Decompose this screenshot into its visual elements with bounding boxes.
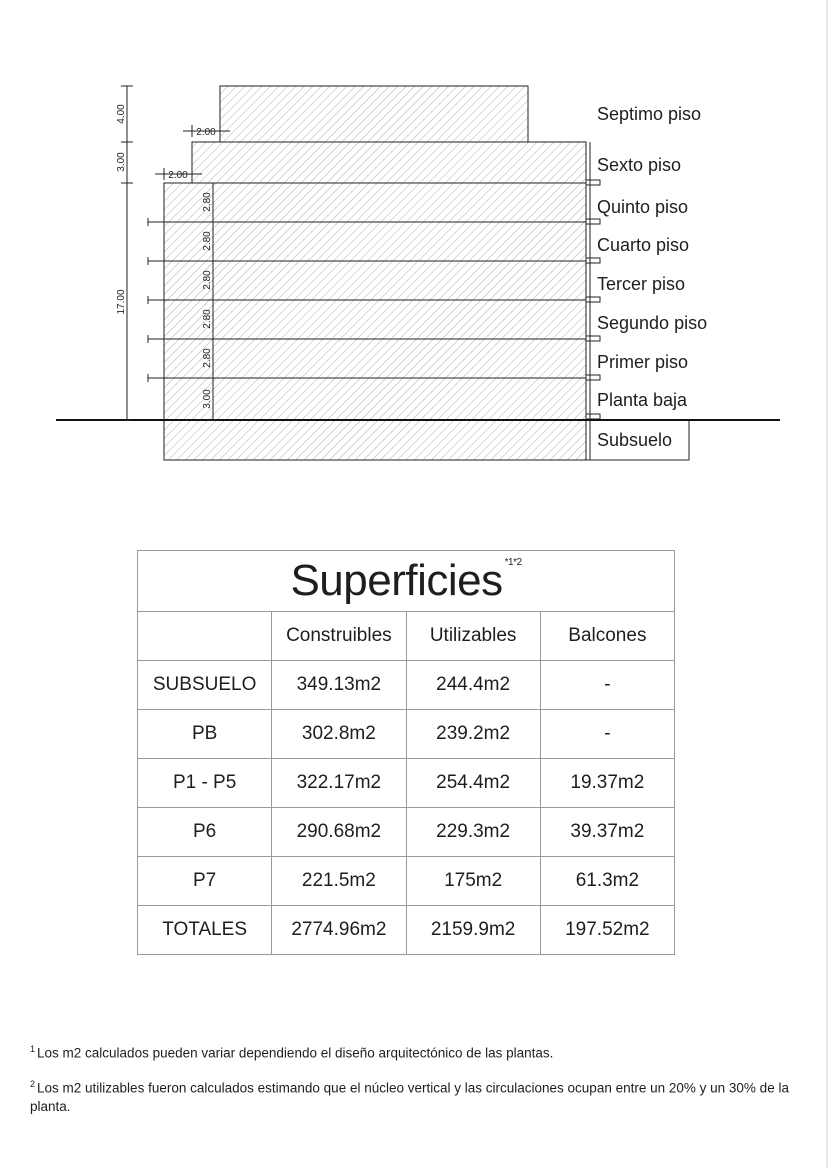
floor-label-septimo: Septimo piso — [597, 104, 702, 124]
sexto-block — [192, 142, 586, 183]
dim-floor-segundo: 2.80 — [202, 309, 213, 329]
left-slab-ticks — [148, 218, 164, 382]
cell-utilizables: 2159.9m2 — [406, 906, 540, 955]
building-section-drawing — [0, 0, 828, 480]
row-label: P1 - P5 — [138, 759, 272, 808]
row-label: TOTALES — [138, 906, 272, 955]
cell-utilizables: 244.4m2 — [406, 661, 540, 710]
subsuelo-block — [164, 420, 586, 460]
dim-setback-septimo: 2.00 — [196, 127, 216, 138]
table-header-row — [138, 612, 675, 661]
footnote-1-marker: 1 — [30, 1044, 36, 1054]
floor-label-quinto: Quinto piso — [597, 197, 689, 217]
table-row — [138, 759, 675, 808]
cell-construibles: 221.5m2 — [272, 857, 406, 906]
table-header-utilizables: Utilizables — [406, 612, 540, 661]
table-row — [138, 808, 675, 857]
cell-construibles: 349.13m2 — [272, 661, 406, 710]
floor-label-subsuelo: Subsuelo — [597, 430, 673, 450]
table-title-note: *1*2 — [504, 557, 522, 568]
dim-setback-sexto: 2.00 — [168, 170, 188, 181]
table-row-totals — [138, 906, 675, 955]
dim-septimo-height: 4.00 — [116, 104, 127, 124]
table-row — [138, 661, 675, 710]
cell-construibles: 290.68m2 — [272, 808, 406, 857]
balcony-slabs — [586, 142, 600, 460]
floor-label-planta-baja: Planta baja — [597, 390, 688, 410]
footnote-1 — [30, 1040, 810, 1063]
floor-label-sexto: Sexto piso — [597, 155, 682, 175]
floor-label-cuarto: Cuarto piso — [597, 235, 690, 255]
cell-utilizables: 239.2m2 — [406, 710, 540, 759]
row-label: PB — [138, 710, 272, 759]
dim-total-height: 17.00 — [116, 289, 127, 315]
floor-label-segundo: Segundo piso — [597, 313, 708, 333]
cell-construibles: 302.8m2 — [272, 710, 406, 759]
cell-construibles: 2774.96m2 — [272, 906, 406, 955]
dim-floor-primer: 2.80 — [202, 348, 213, 368]
row-label: P6 — [138, 808, 272, 857]
cell-construibles: 322.17m2 — [272, 759, 406, 808]
table-title-row — [138, 551, 675, 612]
dim-floor-tercer: 2.80 — [202, 270, 213, 290]
cell-utilizables: 175m2 — [406, 857, 540, 906]
footnote-1-text: Los m2 calculados pueden variar dependiendo el diseño arquitectónico de las plantas. — [37, 1045, 554, 1061]
main-tower-block — [164, 183, 586, 420]
cell-balcones: 19.37m2 — [540, 759, 674, 808]
floor-label-primer: Primer piso — [597, 352, 689, 372]
dim-floor-cuarto: 2.80 — [202, 231, 213, 251]
cell-utilizables: 229.3m2 — [406, 808, 540, 857]
table-header-construibles: Construibles — [272, 612, 406, 661]
table-header-empty — [138, 612, 272, 661]
table-header-balcones: Balcones — [540, 612, 674, 661]
septimo-block — [220, 86, 528, 142]
floor-label-tercer: Tercer piso — [597, 274, 686, 294]
cell-balcones: - — [540, 661, 674, 710]
footnote-2-marker: 2 — [30, 1079, 36, 1089]
row-label: SUBSUELO — [138, 661, 272, 710]
dim-sexto-height: 3.00 — [116, 152, 127, 172]
cell-balcones: 39.37m2 — [540, 808, 674, 857]
table-title-text: Superficies — [290, 556, 503, 605]
footnote-2-text: Los m2 utilizables fueron calculados estimando que el núcleo vertical y las circulaciones ocupan entre un 20% y un 30% de la planta. — [30, 1080, 789, 1114]
dim-floor-quinto: 2.80 — [202, 192, 213, 212]
table-row — [138, 710, 675, 759]
cell-balcones: 61.3m2 — [540, 857, 674, 906]
table-row — [138, 857, 675, 906]
row-label: P7 — [138, 857, 272, 906]
cell-utilizables: 254.4m2 — [406, 759, 540, 808]
total-height-dimension — [121, 86, 133, 420]
cell-balcones: 197.52m2 — [540, 906, 674, 955]
table-title — [138, 551, 675, 612]
cell-balcones: - — [540, 710, 674, 759]
dim-floor-planta-baja: 3.00 — [202, 389, 213, 409]
footnote-2 — [30, 1075, 810, 1116]
superficies-table — [137, 550, 675, 955]
